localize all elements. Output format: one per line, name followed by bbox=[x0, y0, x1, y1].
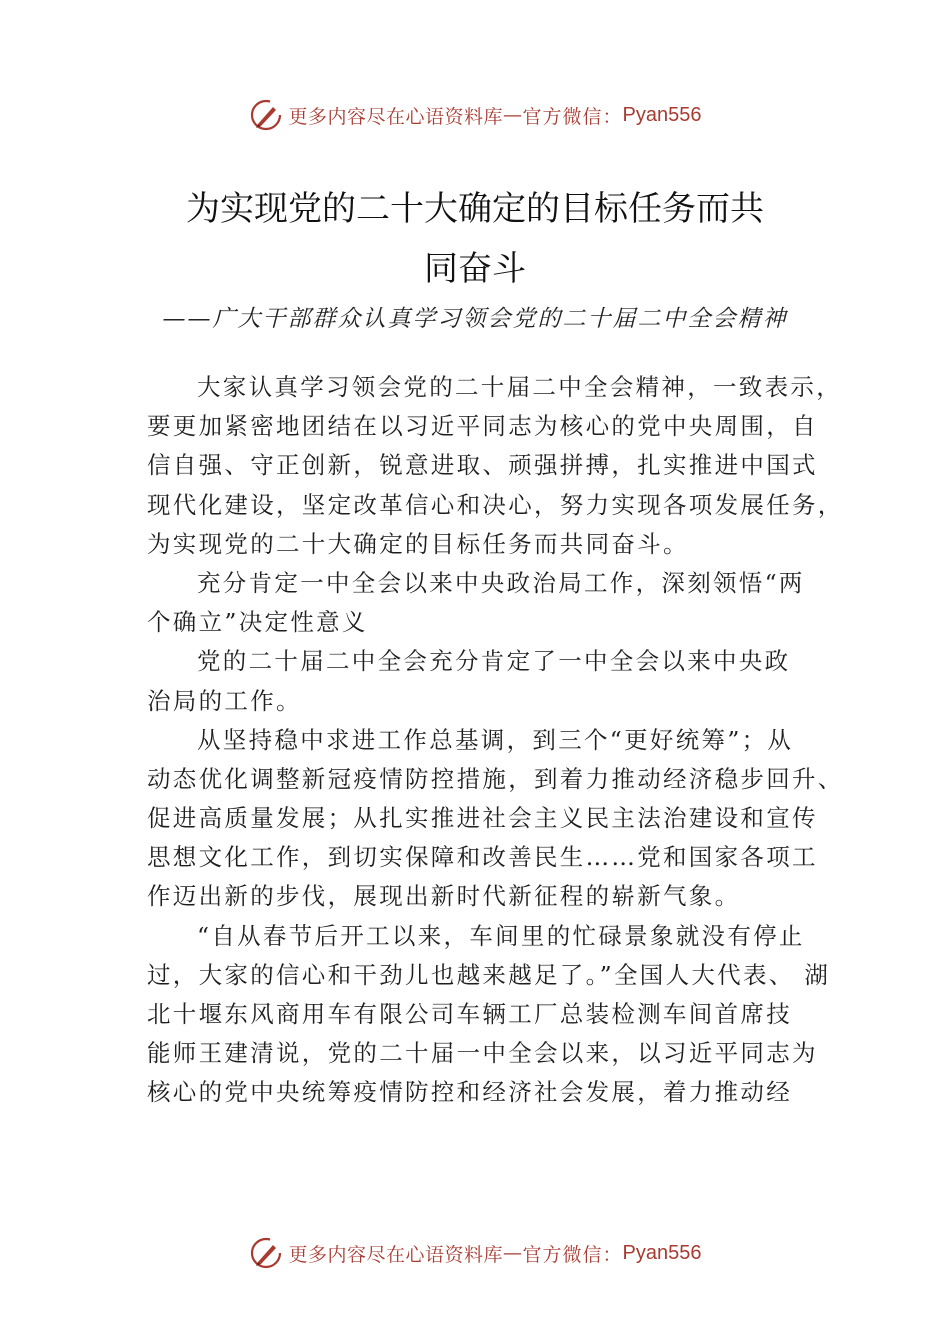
banner-wechat-id: Pyan556 bbox=[622, 103, 702, 126]
body-line: 要更加紧密地团结在以习近平同志为核心的党中央周围，自 bbox=[147, 412, 818, 441]
pen-logo-icon bbox=[249, 1236, 283, 1270]
banner-wechat-id: Pyan556 bbox=[622, 1241, 702, 1264]
banner-wechat-label: 官方微信： bbox=[522, 105, 623, 128]
section-heading-line: 充分肯定一中全会以来中央政治局工作，深刻领悟“两 bbox=[197, 568, 805, 597]
banner-wechat-label: 官方微信： bbox=[522, 1243, 623, 1266]
page-title-line-1: 为实现党的二十大确定的目标任务而共 bbox=[186, 189, 764, 229]
body-line: 现代化建设，坚定改革信心和决心，努力实现各项发展任务， bbox=[147, 490, 844, 519]
body-line: 能师王建清说，党的二十届一中全会以来，以习近平同志为 bbox=[147, 1039, 818, 1068]
body-line: 党的二十届二中全会充分肯定了一中全会以来中央政 bbox=[197, 647, 791, 676]
body-line: 大家认真学习领会党的二十届二中全会精神，一致表示， bbox=[197, 373, 842, 401]
body-line: 促进高质量发展；从扎实推进社会主义民主法治建设和宣传 bbox=[147, 804, 818, 833]
banner-brand: 更多内容尽在心语资料库 bbox=[288, 105, 504, 128]
header-banner bbox=[0, 95, 950, 135]
body-line: 动态优化调整新冠疫情防控措施，到着力推动经济稳步回升、 bbox=[147, 764, 844, 793]
page-title-line-2: 同奋斗 bbox=[424, 249, 526, 289]
body-line: 从坚持稳中求进工作总基调，到三个“更好统筹”；从 bbox=[197, 725, 794, 754]
body-line: 思想文化工作，到切实保障和改善民生……党和国家各项工 bbox=[147, 843, 818, 872]
body-line: 北十堰东风商用车有限公司车辆工厂总装检测车间首席技 bbox=[147, 1000, 792, 1028]
body-line: 过，大家的信心和干劲儿也越来越足了。”全国人大代表、 湖 bbox=[147, 960, 831, 989]
body-line: “自从春节后开工以来，车间里的忙碌景象就没有停止 bbox=[197, 921, 805, 950]
page-subtitle: ——广大干部群众认真学习领会党的二十届二中全会精神 bbox=[162, 306, 788, 332]
article-body bbox=[147, 368, 844, 1113]
body-line: 治局的工作。 bbox=[147, 686, 302, 715]
banner-brand: 更多内容尽在心语资料库 bbox=[288, 1243, 504, 1266]
footer-banner bbox=[0, 1233, 950, 1273]
body-line: 核心的党中央统筹疫情防控和经济社会发展，着力推动经 bbox=[147, 1078, 792, 1107]
body-line: 为实现党的二十大确定的目标任务而共同奋斗。 bbox=[147, 529, 689, 558]
body-line: 作迈出新的步伐，展现出新时代新征程的崭新气象。 bbox=[147, 882, 741, 911]
section-heading-line: 个确立”决定性意义 bbox=[147, 608, 368, 637]
body-line: 信自强、守正创新，锐意进取、顽强拼搏，扎实推进中国式 bbox=[147, 451, 818, 480]
banner-dash: — bbox=[503, 104, 523, 126]
banner-dash: — bbox=[503, 1242, 523, 1264]
pen-logo-icon bbox=[249, 98, 283, 132]
